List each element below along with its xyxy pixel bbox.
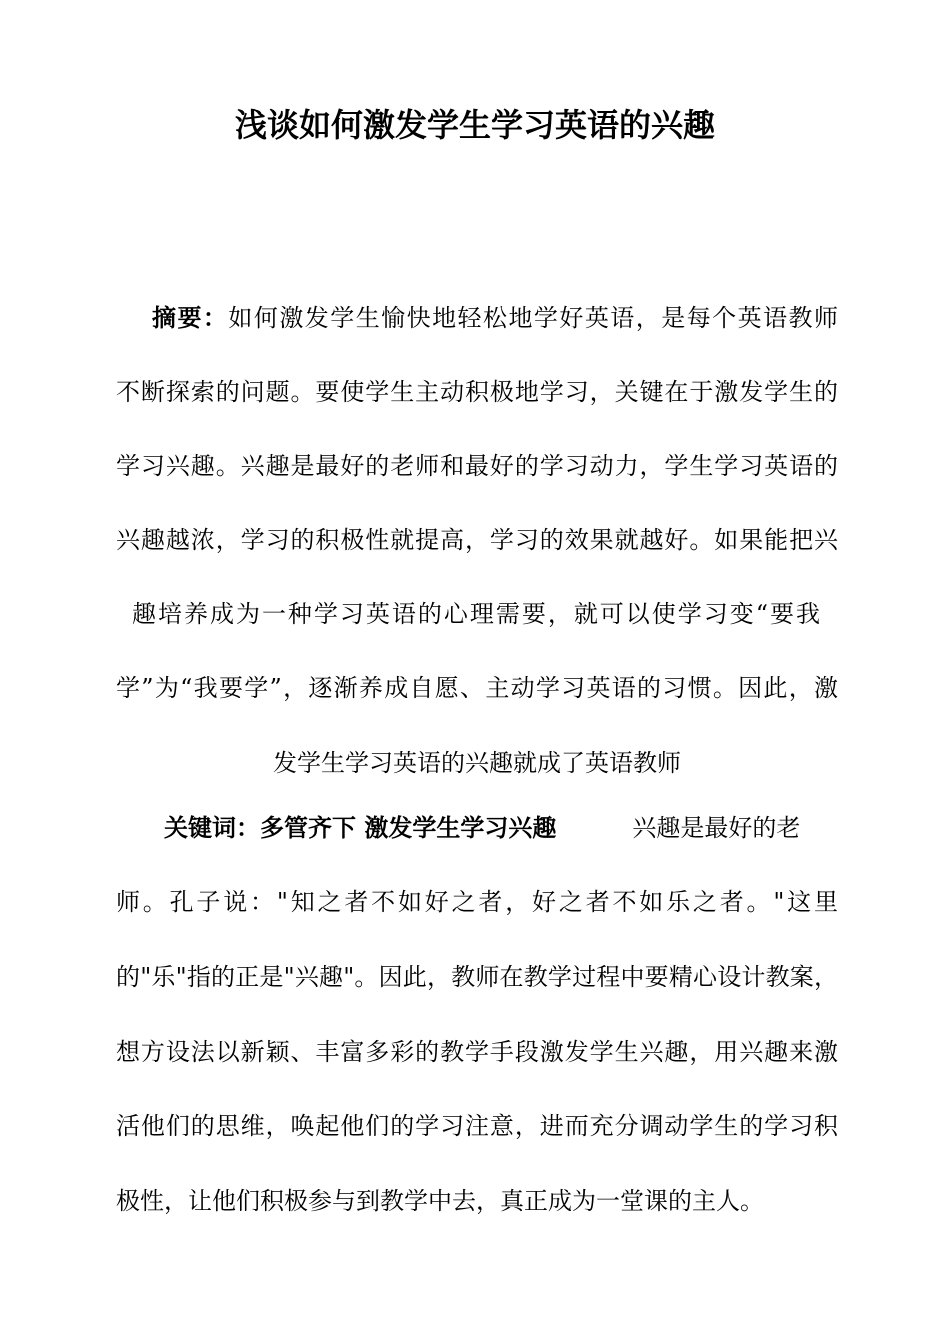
abstract-text-1: 如何激发学生愉快地轻松地学好英语，是每个英语教师 bbox=[228, 304, 838, 332]
abstract-line-4: 兴趣越浓，学习的积极性就提高，学习的效果就越好。如果能把兴 bbox=[116, 526, 838, 554]
abstract-line-7: 发学生学习英语的兴趣就成了英语教师 bbox=[273, 749, 681, 777]
abstract-line-5: 趣培养成为一种学习英语的心理需要，就可以使学习变“要我 bbox=[132, 600, 820, 628]
keywords-trailing-text: 兴趣是最好的老 bbox=[632, 814, 801, 842]
body-line-1: 师。孔子说："知之者不如好之者，好之者不如乐之者。"这里 bbox=[116, 888, 838, 916]
abstract-line-6: 学”为“我要学”，逐渐养成自愿、主动学习英语的习惯。因此，激 bbox=[116, 674, 838, 702]
body-line-5: 极性，让他们积极参与到教学中去，真正成为一堂课的主人。 bbox=[116, 1187, 764, 1215]
abstract-line-1 bbox=[152, 298, 838, 338]
abstract-line-3: 学习兴趣。兴趣是最好的老师和最好的学习动力，学生学习英语的 bbox=[116, 452, 838, 480]
abstract-line-2: 不断探索的问题。要使学生主动积极地学习，关键在于激发学生的 bbox=[116, 378, 838, 406]
document-title: 浅谈如何激发学生学习英语的兴趣 bbox=[234, 106, 715, 144]
body-line-3: 想方设法以新颖、丰富多彩的教学手段激发学生兴趣，用兴趣来激 bbox=[116, 1038, 838, 1066]
body-line-4: 活他们的思维，唤起他们的学习注意，进而充分调动学生的学习积 bbox=[116, 1112, 838, 1140]
keywords-line bbox=[164, 808, 838, 848]
abstract-label: 摘要： bbox=[152, 303, 229, 332]
keywords-label: 关键词：多管齐下 激发学生学习兴趣 bbox=[164, 813, 557, 842]
body-line-2: 的"乐"指的正是"兴趣"。因此，教师在教学过程中要精心设计教案， bbox=[116, 963, 838, 991]
